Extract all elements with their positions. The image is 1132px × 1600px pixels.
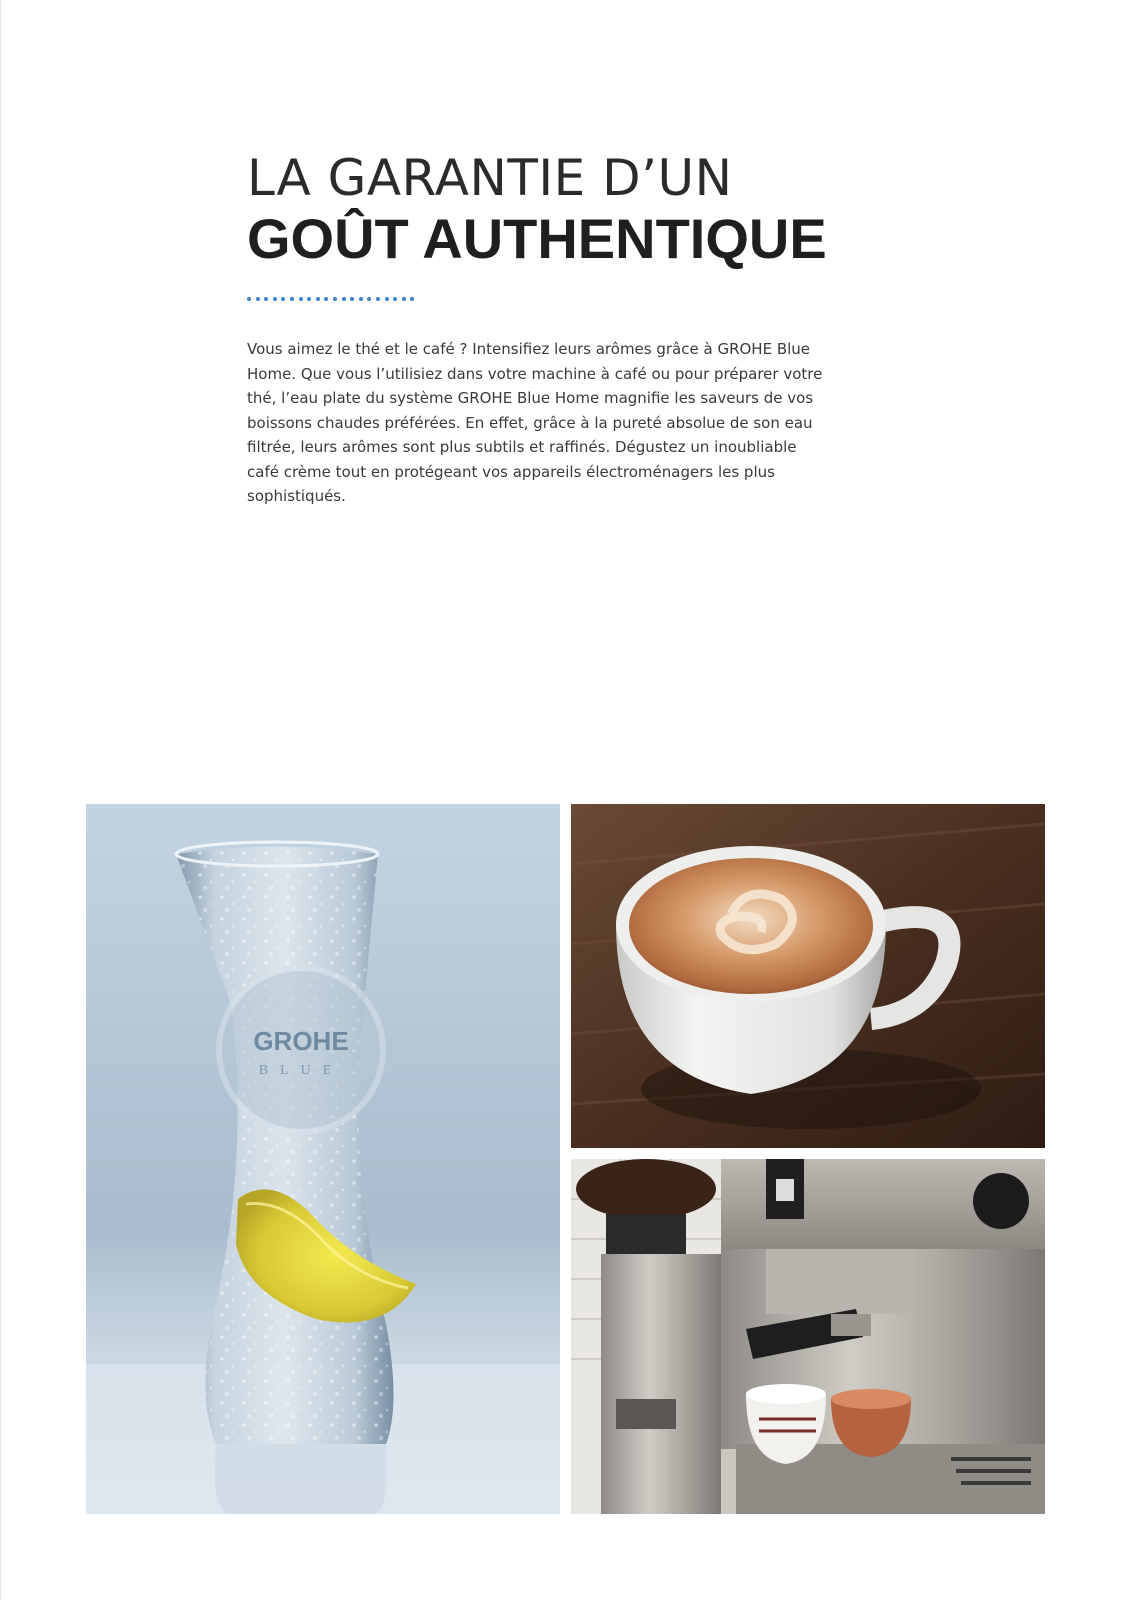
logo-brand: GROHE — [253, 1026, 349, 1056]
divider-dot — [385, 297, 389, 301]
page-title — [247, 148, 827, 270]
title-line-1: LA GARANTIE D’UN — [247, 149, 733, 207]
divider-dot — [333, 297, 337, 301]
water-glass-photo — [86, 804, 560, 1514]
divider-dot — [299, 297, 303, 301]
divider-dot — [350, 297, 354, 301]
divider-dot — [281, 297, 285, 301]
divider-dot — [316, 297, 320, 301]
logo-sub: BLUE — [258, 1063, 344, 1078]
divider-dot — [410, 297, 414, 301]
divider-dot — [290, 297, 294, 301]
cappuccino-photo — [571, 804, 1045, 1148]
divider-dot — [359, 297, 363, 301]
dotted-divider — [247, 297, 414, 303]
espresso-machine-photo — [571, 1159, 1045, 1514]
intro-paragraph: Vous aimez le thé et le café ? Intensifiez leurs arômes grâce à GROHE Blue Home. Que vous l’utilisiez dans votre machine à café ou pour préparer votre thé, l’eau plate du système GROHE Blue Home magnifie les saveurs de vos boissons chaudes préférées. En effet, grâce à la pureté absolue de son eau filtrée, leurs arômes sont plus subtils et raffinés. Dégustez un inoubliable café crème tout en protégeant vos appareils électroménagers les plus sophistiqués. — [247, 340, 823, 505]
divider-dot — [256, 297, 260, 301]
divider-dot — [273, 297, 277, 301]
divider-dot — [393, 297, 397, 301]
divider-dot — [307, 297, 311, 301]
divider-dot — [367, 297, 371, 301]
divider-dot — [247, 297, 251, 301]
title-line-2: GOÛT AUTHENTIQUE — [247, 207, 827, 270]
divider-dot — [264, 297, 268, 301]
divider-dot — [324, 297, 328, 301]
divider-dot — [402, 297, 406, 301]
divider-dot — [376, 297, 380, 301]
divider-dot — [342, 297, 346, 301]
page-edge — [0, 0, 1, 1600]
